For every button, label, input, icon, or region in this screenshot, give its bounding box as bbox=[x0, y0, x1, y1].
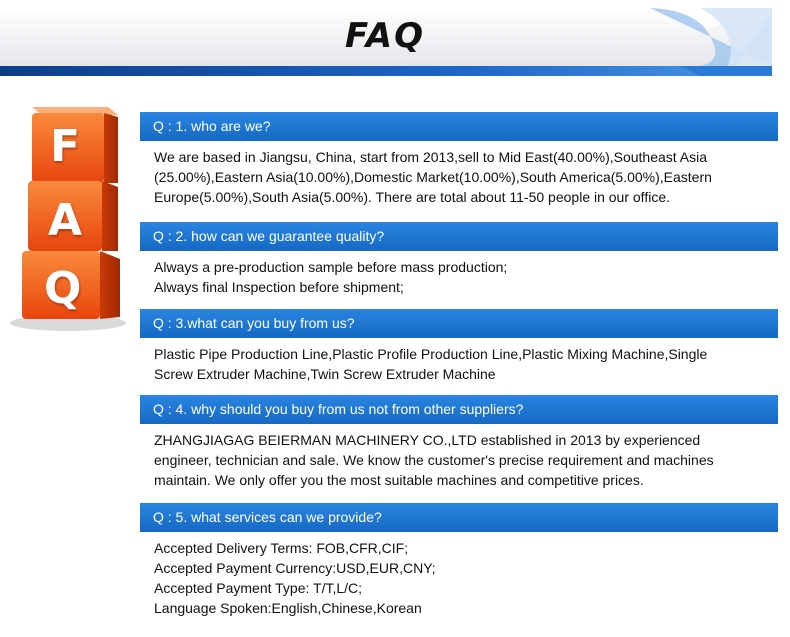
question-bar: Q : 1. who are we? bbox=[140, 112, 778, 141]
cube-letter-a: A bbox=[48, 195, 83, 246]
question-bar: Q : 3.what can you buy from us? bbox=[140, 309, 778, 338]
answer-text bbox=[140, 251, 778, 297]
answer-line: Always final Inspection before shipment; bbox=[154, 279, 404, 295]
answer-text bbox=[140, 141, 778, 207]
answer-line: Accepted Payment Type: T/T,L/C; bbox=[154, 580, 363, 596]
answer-line: maintain. We only offer you the most suitable machines and competitive prices. bbox=[154, 472, 644, 488]
banner-title: FAQ bbox=[344, 16, 426, 56]
cube-letter-q: Q bbox=[44, 263, 82, 314]
answer-line: engineer, technician and sale. We know the customer's precise requirement and machines bbox=[154, 452, 714, 468]
faq-item-4 bbox=[140, 395, 778, 490]
faq-item-2 bbox=[140, 222, 778, 297]
answer-line: ZHANGJIAGAG BEIERMAN MACHINERY CO.,LTD established in 2013 by experienced bbox=[154, 432, 701, 448]
answer-text bbox=[140, 424, 778, 490]
question-bar: Q : 2. how can we guarantee quality? bbox=[140, 222, 778, 251]
faq-item-3 bbox=[140, 309, 778, 384]
answer-line: Language Spoken:English,Chinese,Korean bbox=[154, 600, 422, 616]
question-bar: Q : 5. what services can we provide? bbox=[140, 503, 778, 532]
faq-banner bbox=[0, 0, 790, 80]
faq-item-5 bbox=[140, 503, 778, 618]
answer-text bbox=[140, 532, 778, 618]
answer-line: Accepted Delivery Terms: FOB,CFR,CIF; bbox=[154, 540, 409, 556]
question-bar: Q : 4. why should you buy from us not from other suppliers? bbox=[140, 395, 778, 424]
faq-item-1 bbox=[140, 112, 778, 207]
answer-line: (25.00%),Eastern Asia(10.00%),Domestic Market(10.00%),South America(5.00%),Eastern bbox=[154, 169, 712, 185]
answer-line: We are based in Jiangsu, China, start from 2013,sell to Mid East(40.00%),Southeast Asia bbox=[154, 149, 708, 165]
answer-line: Always a pre-production sample before mass production; bbox=[154, 259, 508, 275]
answer-line: Accepted Payment Currency:USD,EUR,CNY; bbox=[154, 560, 436, 576]
answer-line: Plastic Pipe Production Line,Plastic Profile Production Line,Plastic Mixing Machine,Single bbox=[154, 346, 708, 362]
answer-line: Europe(5.00%),South Asia(5.00%). There are total about 11-50 people in our office. bbox=[154, 189, 670, 205]
cube-letter-f: F bbox=[50, 121, 81, 172]
answer-text bbox=[140, 338, 778, 384]
answer-line: Screw Extruder Machine,Twin Screw Extruder Machine bbox=[154, 366, 496, 382]
faq-cubes-logo bbox=[8, 105, 133, 335]
